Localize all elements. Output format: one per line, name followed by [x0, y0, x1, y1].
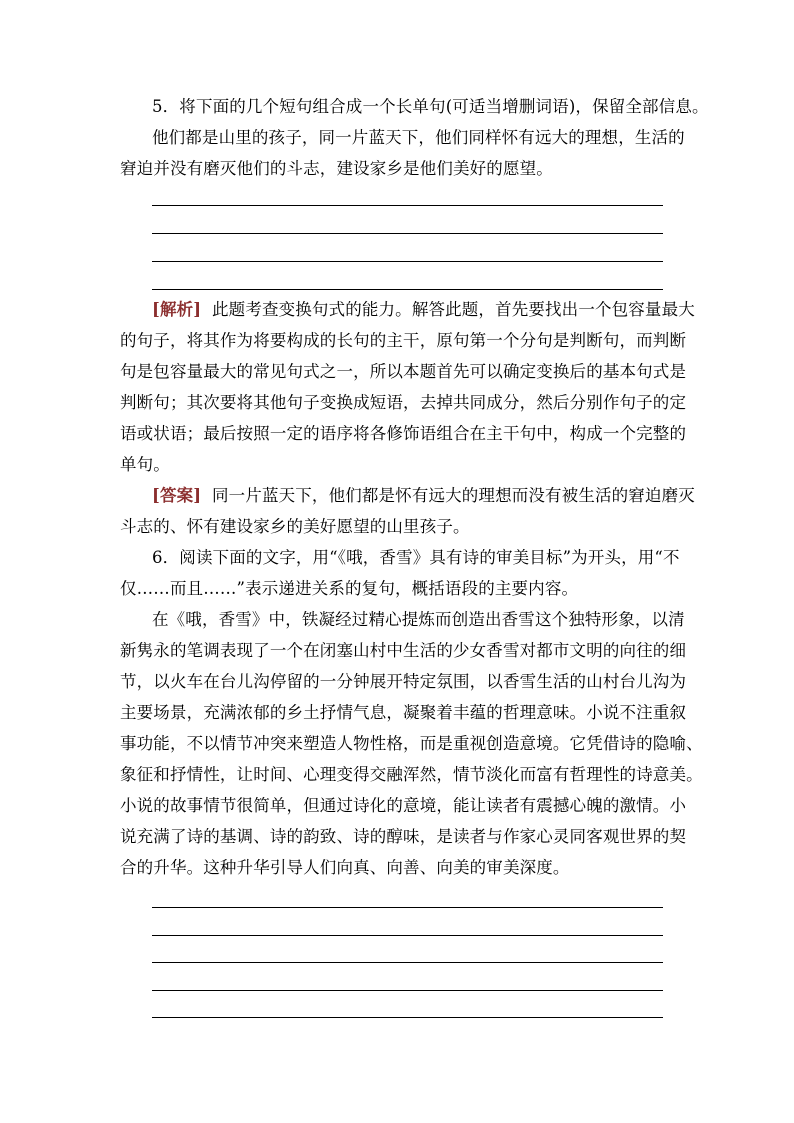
answer-line [152, 289, 663, 290]
answer-line [152, 962, 663, 963]
q5-material-line: 窘迫并没有磨灭他们的斗志，建设家乡是他们美好的愿望。 [120, 159, 553, 178]
analysis-text: 此题考查变换句式的能力。解答此题，首先要找出一个包容量最大 [212, 300, 695, 319]
analysis-text: 句是包容量最大的常见句式之一，所以本题首先可以确定变换后的基本句式是 [120, 362, 687, 381]
analysis-text: 判断句；其次要将其他句子变换成短语，去掉共同成分，然后分别作句子的定 [120, 393, 687, 412]
answer-line [152, 1017, 663, 1018]
answer-line [152, 935, 663, 936]
answer-line [152, 907, 663, 908]
analysis-tag: [解析] [152, 300, 202, 319]
answer-line [152, 261, 663, 262]
q6-passage-line: 新隽永的笔调表现了一个在闭塞山村中生活的少女香雪对都市文明的向往的细 [120, 641, 687, 660]
q6-passage-line: 在《哦，香雪》中，铁凝经过精心提炼而创造出香雪这个独特形象，以清 [152, 610, 685, 629]
analysis-text: 的句子，将其作为将要构成的长句的主干，原句第一个分句是判断句，而判断 [120, 331, 687, 350]
q6-prompt: 6．阅读下面的文字，用“《哦，香雪》具有诗的审美目标”为开头，用“不 [152, 548, 680, 567]
answer-line [152, 233, 663, 234]
answer-line [152, 205, 663, 206]
q6-passage-line: 主要场景，充满浓郁的乡土抒情气息，凝聚着丰蕴的哲理意味。小说不注重叙 [120, 703, 687, 722]
q5-answer-first-line [152, 486, 712, 506]
q6-prompt: 仅……而且……”表示递进关系的复句，概括语段的主要内容。 [120, 579, 579, 598]
answer-tag: [答案] [152, 486, 202, 505]
q6-passage-line: 节，以火车在台儿沟停留的一分钟展开特定氛围，以香雪生活的山村台儿沟为 [120, 672, 687, 691]
q6-passage-line: 说充满了诗的基调、诗的韵致、诗的醇味，是读者与作家心灵同客观世界的契 [120, 827, 687, 846]
q5-material-line: 他们都是山里的孩子，同一片蓝天下，他们同样怀有远大的理想，生活的 [152, 128, 685, 147]
answer-text: 斗志的、怀有建设家乡的美好愿望的山里孩子。 [120, 517, 470, 536]
answer-line [152, 990, 663, 991]
q6-passage-line: 象征和抒情性，让时间、心理变得交融浑然，情节淡化而富有哲理性的诗意美。 [120, 765, 703, 784]
q6-passage-line: 小说的故事情节很简单，但通过诗化的意境，能让读者有震撼心魄的激情。小 [120, 796, 687, 815]
analysis-text: 语或状语；最后按照一定的语序将各修饰语组合在主干句中，构成一个完整的 [120, 424, 687, 443]
answer-text: 同一片蓝天下，他们都是怀有远大的理想而没有被生活的窘迫磨灭 [212, 486, 695, 505]
analysis-text: 单句。 [120, 455, 170, 474]
q6-passage-line: 事功能，不以情节冲突来塑造人物性格，而是重视创造意境。它凭借诗的隐喻、 [120, 734, 703, 753]
q5-prompt: 5．将下面的几个短句组合成一个长单句(可适当增删词语)，保留全部信息。 [152, 97, 709, 116]
q6-passage-line: 合的升华。这种升华引导人们向真、向善、向美的审美深度。 [120, 858, 570, 877]
q5-analysis-first-line [152, 300, 712, 320]
